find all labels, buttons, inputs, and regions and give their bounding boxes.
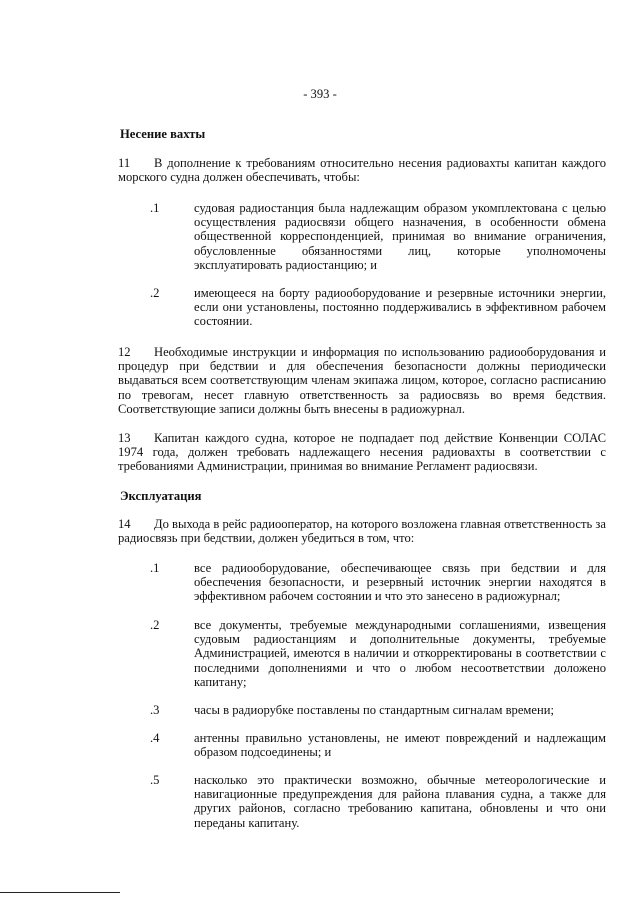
paragraph-14 [118,517,606,545]
list-item [150,731,606,759]
item-text: антенны правильно установлены, не имеют повреждений и надлежащим образом подсоединены; и [194,731,606,760]
item-number: .3 [150,703,160,717]
paragraph-text: До выхода в рейс радиооператор, на которого возложена главная ответственность за радиосвязь при бедствии, должен убедиться в том, что: [118,517,606,546]
list-item [150,201,606,272]
list-item [150,618,606,689]
item-text: все радиооборудование, обеспечивающее связь при бедствии и для обеспечения безопасности, и резервный источник энергии находятся в эффективном рабочем состоянии и что это занесено в радиожурнал; [194,561,606,604]
item-number: .1 [150,201,160,215]
paragraph-text: Необходимые инструкции и информация по использованию радиооборудования и процедур при бедствии и для обеспечения безопасности должны периодически выдаваться всем соответствующим членам экипажа лицом, которое, согласно расписанию по тревогам, несет главную ответственность за радиосвязь во время бедствия. Соответствующие записи должны быть внесены в радиожурнал. [118,345,606,416]
list-item [150,773,606,830]
item-text: судовая радиостанция была надлежащим образом укомплектована с целью осуществления радиосвязи общего назначения, в особенности обмена общественной корреспонденцией, принимая во внимание ограничения, обусловленные обязанностями лиц, которые уполномочены эксплуатировать радиостанцию; и [194,201,606,272]
paragraph-11 [118,156,606,184]
item-number: .1 [150,561,160,575]
item-number: .2 [150,618,160,632]
item-number: .4 [150,731,160,745]
paragraph-text: Капитан каждого судна, которое не подпадает под действие Конвенции СОЛАС 1974 года, должен требовать надлежащего несения радиовахты в соответствии с требованиями Администрации, принимая во внимание Регламент радиосвязи. [118,431,606,474]
list-item [150,703,606,717]
item-text: насколько это практически возможно, обычные метеорологические и навигационные предупреждения для района плавания судна, а также для других районов, согласно требованию капитана, обновлены и что они переданы капитану. [194,773,606,830]
item-number: .2 [150,286,160,300]
paragraph-text: В дополнение к требованиям относительно несения радиовахты капитан каждого морского судна должен обеспечивать, чтобы: [118,156,606,185]
footnote-rule [0,892,120,893]
item-text: часы в радиорубке поставлены по стандартным сигналам времени; [194,703,554,717]
list-item [150,286,606,329]
item-text: имеющееся на борту радиооборудование и резервные источники энергии, если они установлены, постоянно поддерживались в эффективном рабочем состоянии. [194,286,606,329]
paragraph-number: 14 [118,517,131,531]
paragraph-number: 13 [118,431,131,445]
heading-operation: Эксплуатация [120,489,202,503]
paragraph-13 [118,431,606,474]
list-item [150,561,606,604]
item-text: все документы, требуемые международными соглашениями, извещения судовым радиостанциям и дополнительные документы, требуемые Администрацией, имеются в наличии и откорректированы в соответствии с последними дополнениями и что о любом несоответствии доложено капитану; [194,618,606,689]
paragraph-number: 12 [118,345,131,359]
paragraph-number: 11 [118,156,131,170]
paragraph-12 [118,345,606,416]
heading-watch: Несение вахты [120,127,206,141]
page-number: - 393 - [303,87,337,101]
item-number: .5 [150,773,160,787]
